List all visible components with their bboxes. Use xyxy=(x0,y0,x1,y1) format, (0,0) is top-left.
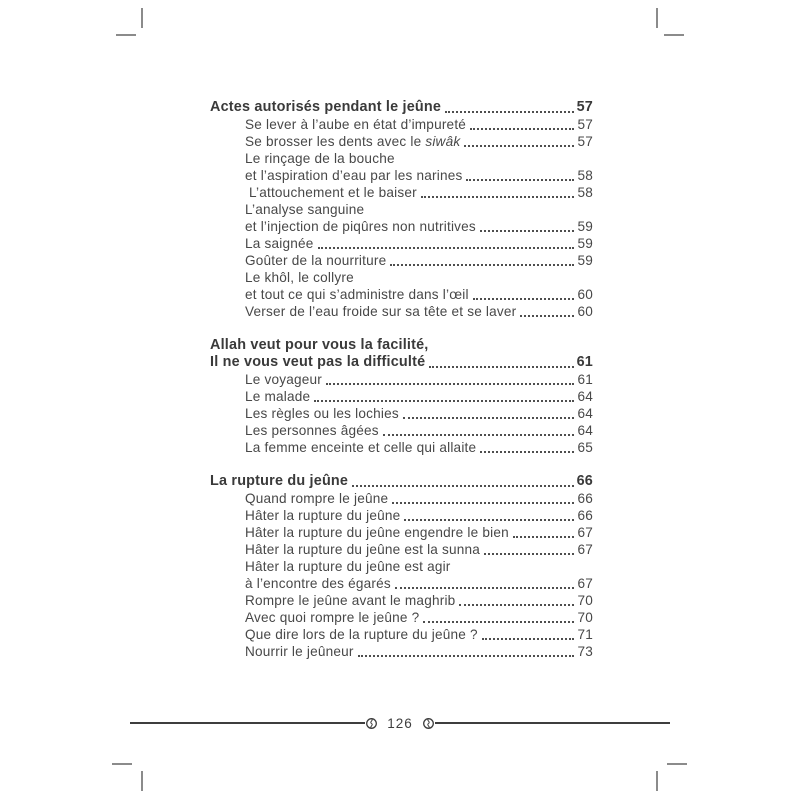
toc-entry-text: à l’encontre des égarés xyxy=(245,576,391,591)
toc-entry-italic: siwâk xyxy=(425,134,461,149)
toc-entry-row xyxy=(210,286,593,303)
toc-entry-row xyxy=(210,303,593,320)
toc-entry-row xyxy=(210,150,593,167)
leader-dots xyxy=(318,247,575,249)
toc-entry-text: Le voyageur xyxy=(245,372,323,387)
toc-page-number: 67 xyxy=(577,576,593,591)
toc-entry-row xyxy=(210,116,593,133)
leader-dots xyxy=(466,179,574,181)
toc-entry-text: La femme enceinte et celle qui allaite xyxy=(245,440,477,455)
leader-dots xyxy=(421,196,575,198)
toc-entry-text: Nourrir le jeûneur xyxy=(245,644,354,659)
toc-page-number: 66 xyxy=(577,491,593,506)
toc-page-number: 59 xyxy=(577,236,593,251)
toc-page-number: 70 xyxy=(577,593,593,608)
toc-entry-text: Quand rompre le jeûne xyxy=(245,491,389,506)
toc-entry-row xyxy=(210,524,593,541)
leader-dots xyxy=(395,587,575,589)
toc-entry-row xyxy=(210,235,593,252)
leader-dots xyxy=(404,519,574,521)
toc-heading-row xyxy=(210,354,593,371)
toc-page-number: 64 xyxy=(577,389,593,404)
toc-page-number: 59 xyxy=(577,219,593,234)
toc-entry-text: Les règles ou les lochies xyxy=(245,406,399,421)
leader-dots xyxy=(392,502,574,504)
toc-entry-row xyxy=(210,388,593,405)
toc-entry-row xyxy=(210,490,593,507)
toc-entry-text: Il ne vous veut pas la difficulté xyxy=(210,354,426,370)
toc-page-number: 65 xyxy=(577,440,593,455)
crop-mark-top-right-horizontal xyxy=(664,34,684,36)
leader-dots xyxy=(326,383,574,385)
toc-page-number: 57 xyxy=(577,117,593,132)
table-of-contents xyxy=(210,99,593,660)
leader-dots xyxy=(464,145,574,147)
leader-dots xyxy=(480,451,574,453)
footer-rule-right xyxy=(435,722,670,724)
crop-mark-bottom-right-horizontal xyxy=(667,763,687,765)
toc-entry-text: La rupture du jeûne xyxy=(210,473,349,489)
leader-dots xyxy=(429,366,573,368)
toc-entry-text: Se lever à l’aube en état d’impureté xyxy=(245,117,467,132)
leader-dots xyxy=(352,485,573,487)
toc-entry-text: Hâter la rupture du jeûne xyxy=(245,508,401,523)
toc-entry-row xyxy=(210,507,593,524)
toc-page-number: 60 xyxy=(577,287,593,302)
toc-entry-text: Hâter la rupture du jeûne est agir xyxy=(245,559,451,574)
toc-page-number: 58 xyxy=(577,185,593,200)
leader-dots xyxy=(470,128,574,130)
toc-entry-text: Rompre le jeûne avant le maghrib xyxy=(245,593,456,608)
leader-dots xyxy=(445,111,573,113)
leader-dots xyxy=(513,536,575,538)
toc-page-number: 70 xyxy=(577,610,593,625)
toc-entry-text: Que dire lors de la rupture du jeûne ? xyxy=(245,627,478,642)
leader-dots xyxy=(383,434,575,436)
toc-entry-row xyxy=(210,592,593,609)
toc-entry-text: Verser de l’eau froide sur sa tête et se laver xyxy=(245,304,517,319)
crop-mark-bottom-left-horizontal xyxy=(112,763,132,765)
toc-entry-row xyxy=(210,269,593,286)
toc-page-number: 58 xyxy=(577,168,593,183)
toc-entry-text: Actes autorisés pendant le jeûne xyxy=(210,99,442,115)
leader-dots xyxy=(520,315,574,317)
toc-entry-text: Hâter la rupture du jeûne engendre le bien xyxy=(245,525,509,540)
toc-page-number: 67 xyxy=(577,525,593,540)
leader-dots xyxy=(482,638,575,640)
toc-page-number: 57 xyxy=(577,134,593,149)
toc-entry-row xyxy=(210,371,593,388)
toc-entry-text: Goûter de la nourriture xyxy=(245,253,387,268)
toc-page-number: 71 xyxy=(577,627,593,642)
toc-entry-row xyxy=(210,626,593,643)
toc-entry-row xyxy=(210,201,593,218)
toc-section xyxy=(210,473,593,660)
toc-entry-text: Avec quoi rompre le jeûne ? xyxy=(245,610,420,625)
rosette-ornament-icon xyxy=(365,717,378,730)
toc-entry-text: Le rinçage de la bouche xyxy=(245,151,395,166)
toc-entry-text: et tout ce qui s’administre dans l’œil xyxy=(245,287,469,302)
crop-mark-bottom-left-vertical xyxy=(141,771,143,791)
toc-entry-row xyxy=(210,218,593,235)
toc-page-number: 60 xyxy=(577,304,593,319)
crop-mark-top-right-vertical xyxy=(656,8,658,28)
toc-entry-text: Le malade xyxy=(245,389,311,404)
toc-page-number: 66 xyxy=(576,473,593,489)
toc-page-number: 73 xyxy=(577,644,593,659)
toc-page-number: 61 xyxy=(576,354,593,370)
leader-dots xyxy=(314,400,574,402)
toc-page-number: 64 xyxy=(577,423,593,438)
crop-mark-top-left-vertical xyxy=(141,8,143,28)
footer-rule-left xyxy=(130,722,365,724)
leader-dots xyxy=(473,298,575,300)
toc-heading-row xyxy=(210,473,593,490)
toc-heading-row xyxy=(210,337,593,354)
toc-entry-text: L’attouchement et le baiser xyxy=(245,185,417,200)
toc-page-number: 59 xyxy=(577,253,593,268)
toc-entry-text: et l’injection de piqûres non nutritives xyxy=(245,219,476,234)
leader-dots xyxy=(403,417,575,419)
crop-mark-bottom-right-vertical xyxy=(656,771,658,791)
toc-entry-text: Hâter la rupture du jeûne est la sunna xyxy=(245,542,481,557)
leader-dots xyxy=(358,655,575,657)
toc-entry-row xyxy=(210,252,593,269)
toc-page-number: 57 xyxy=(576,99,593,115)
toc-page-number: 67 xyxy=(577,542,593,557)
page-number: 126 xyxy=(387,715,413,731)
leader-dots xyxy=(459,604,574,606)
toc-entry-row xyxy=(210,184,593,201)
toc-heading-row xyxy=(210,99,593,116)
leader-dots xyxy=(390,264,574,266)
toc-entry-row xyxy=(210,609,593,626)
toc-entry-text: Se brosser les dents avec le siwâk xyxy=(245,134,461,149)
toc-entry-row xyxy=(210,558,593,575)
leader-dots xyxy=(423,621,574,623)
rosette-ornament-icon xyxy=(422,717,435,730)
leader-dots xyxy=(480,230,575,232)
toc-entry-text: La saignée xyxy=(245,236,314,251)
toc-entry-row xyxy=(210,422,593,439)
toc-section xyxy=(210,337,593,456)
toc-entry-row xyxy=(210,575,593,592)
crop-mark-top-left-horizontal xyxy=(116,34,136,36)
toc-page-number: 61 xyxy=(577,372,593,387)
toc-entry-row xyxy=(210,167,593,184)
page-footer xyxy=(130,713,670,733)
toc-entry-text: L’analyse sanguine xyxy=(245,202,365,217)
toc-entry-row xyxy=(210,405,593,422)
toc-entry-text: Le khôl, le collyre xyxy=(245,270,354,285)
toc-entry-row xyxy=(210,541,593,558)
leader-dots xyxy=(484,553,574,555)
toc-entry-row xyxy=(210,439,593,456)
toc-entry-text: Allah veut pour vous la facilité, xyxy=(210,337,429,353)
toc-entry-row xyxy=(210,133,593,150)
toc-entry-text: Les personnes âgées xyxy=(245,423,379,438)
toc-section xyxy=(210,99,593,320)
toc-page-number: 64 xyxy=(577,406,593,421)
toc-entry-text: et l’aspiration d’eau par les narines xyxy=(245,168,463,183)
toc-entry-row xyxy=(210,643,593,660)
toc-page-number: 66 xyxy=(577,508,593,523)
